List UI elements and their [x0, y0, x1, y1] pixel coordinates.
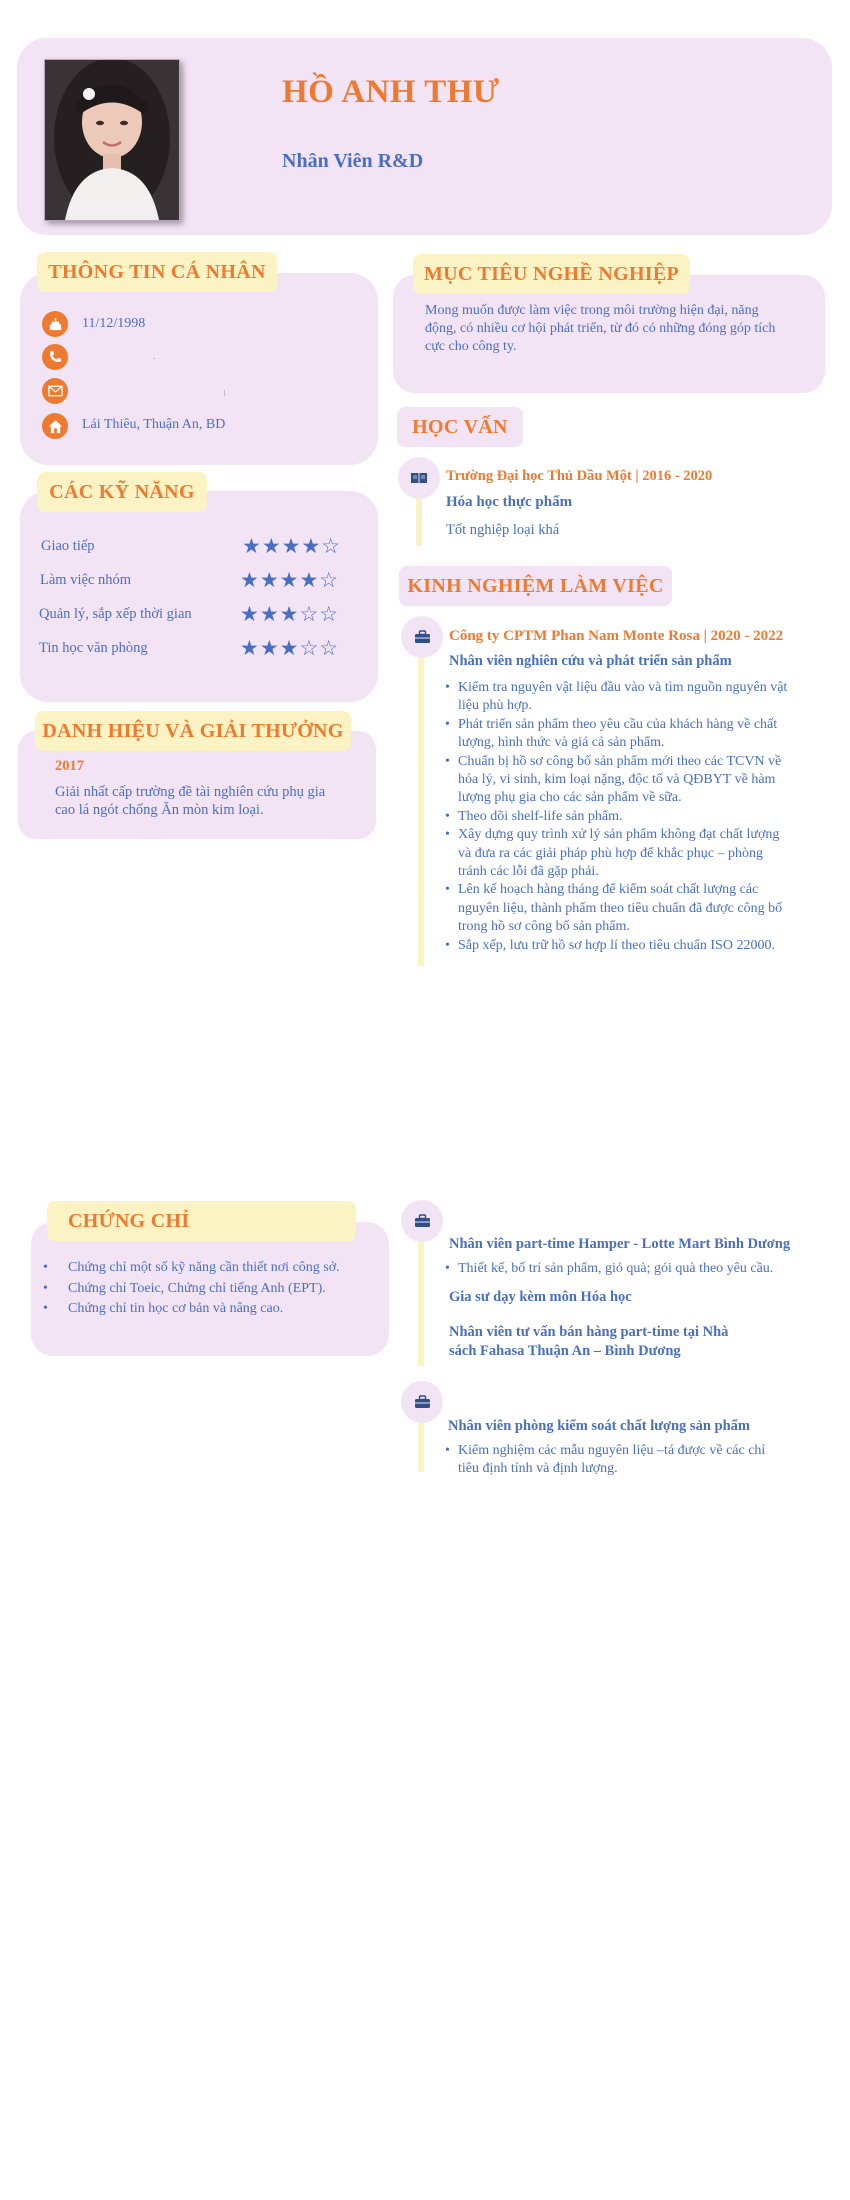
- home-icon: [48, 419, 63, 434]
- list-item: • Thiết kế, bố trí sản phẩm, giỏ quà; gói quà theo yêu cầu.: [445, 1260, 825, 1278]
- experience-timeline-marker: [401, 1381, 443, 1423]
- email-item-icon: [42, 378, 68, 404]
- mail-icon: [48, 385, 63, 397]
- job-duties-list: [445, 1260, 825, 1278]
- list-item: • Kiểm nghiệm các mẫu nguyên liệu –tá được về các chỉ tiêu định tính và định lượng.: [445, 1442, 825, 1479]
- education-grade: Tốt nghiệp loại khá: [446, 522, 560, 538]
- education-section-title: HỌC VẤN: [397, 407, 523, 447]
- briefcase-icon: [414, 1214, 431, 1228]
- certificates-list: [43, 1258, 383, 1320]
- award-description-line: Giải nhất cấp trường đề tài nghiên cứu phụ gia: [55, 784, 326, 800]
- job-title: Nhân viên part-time Hamper - Lotte Mart Bình Dương: [449, 1236, 791, 1252]
- skill-rating: ★★★★☆: [240, 568, 340, 592]
- experience-timeline-marker: [401, 616, 443, 658]
- contact-panel: [20, 273, 378, 465]
- experience-position: Nhân viên nghiên cứu và phát triển sản phẩm: [449, 653, 732, 669]
- birth-date: 11/12/1998: [82, 316, 146, 331]
- skill-rating: ★★★★☆: [242, 534, 342, 558]
- awards-section-title: DANH HIỆU VÀ GIẢI THƯỞNG: [35, 711, 351, 751]
- birthday-item-icon: [42, 311, 68, 337]
- education-timeline-marker: [398, 457, 440, 499]
- phone-item-icon: [42, 344, 68, 370]
- list-item: • Xây dựng quy trình xử lý sản phẩm không đạt chất lượng và đưa ra các giải pháp phù hợp để khắc phục – phòng tránh các lỗi đã gặp phải.: [445, 826, 825, 881]
- award-year: 2017: [55, 758, 84, 774]
- experience-timeline-marker: [401, 1200, 443, 1242]
- candidate-role: Nhân Viên R&D: [282, 150, 424, 172]
- skill-label: Làm việc nhóm: [40, 572, 132, 588]
- job-duties-list: [445, 1442, 825, 1479]
- email-divider-dot: [224, 390, 225, 396]
- list-item: • Phát triển sản phẩm theo yêu cầu của khách hàng về chất lượng, hình thức và giá cả sản phẩm.: [445, 716, 825, 753]
- phone-icon: [48, 350, 62, 364]
- list-item: • Chuẩn bị hồ sơ công bố sản phẩm mới theo các TCVN về hóa lý, vi sinh, kim loại nặng, độc tố và QĐBYT về hàm lượng phụ gia cho các sản phẩm về sữa.: [445, 753, 825, 808]
- briefcase-icon: [414, 630, 431, 644]
- objective-text-line: cực cho công ty.: [425, 339, 517, 354]
- experience-timeline-bar: [418, 1416, 424, 1472]
- profile-photo: [44, 59, 180, 221]
- skill-rating: ★★★☆☆: [240, 636, 340, 660]
- book-icon: [410, 471, 428, 485]
- list-item: • Sắp xếp, lưu trữ hồ sơ hợp lí theo tiêu chuẩn ISO 22000.: [445, 937, 825, 955]
- home-address: Lái Thiêu, Thuận An, BD: [82, 417, 226, 432]
- list-item: • Chứng chỉ Toeic, Chứng chỉ tiếng Anh (EPT).: [43, 1279, 383, 1300]
- list-item: • Chứng chỉ tin học cơ bản và nâng cao.: [43, 1299, 383, 1320]
- job-title-line: Nhân viên tư vấn bán hàng part-time tại Nhà: [449, 1324, 729, 1340]
- contact-section-title: THÔNG TIN CÁ NHÂN: [37, 252, 277, 292]
- skill-label: Quản lý, sắp xếp thời gian: [39, 606, 192, 622]
- experience-timeline-bar: [418, 1236, 424, 1366]
- skill-rating: ★★★☆☆: [240, 602, 340, 626]
- job-title: Nhân viên phòng kiểm soát chất lượng sản phẩm: [448, 1418, 750, 1434]
- objective-text-line: động, có nhiều cơ hội phát triển, từ đó có những đóng góp tích: [425, 321, 776, 336]
- list-item: • Lên kế hoạch hàng tháng để kiểm soát chất lượng các nguyên liệu, thành phẩm theo tiêu chuẩn đã được công bố trong hồ sơ công bố sản phẩm.: [445, 881, 825, 936]
- education-major: Hóa học thực phẩm: [446, 494, 573, 510]
- award-description-line: cao lá ngót chống Ăn mòn kim loại.: [55, 802, 264, 818]
- experience-duties-list: [445, 679, 825, 955]
- skills-section-title: CÁC KỸ NĂNG: [37, 472, 207, 512]
- skills-panel: [20, 491, 378, 702]
- list-item: • Theo dõi shelf-life sản phẩm.: [445, 808, 825, 826]
- certificates-section-title: CHỨNG CHỈ: [47, 1201, 356, 1241]
- skill-label: Giao tiếp: [41, 538, 95, 554]
- objective-text-line: Mong muốn được làm việc trong môi trường hiện đại, năng: [425, 303, 759, 318]
- job-title-line: sách Fahasa Thuận An – Bình Dương: [449, 1343, 681, 1359]
- job-title: Gia sư dạy kèm môn Hóa học: [449, 1289, 632, 1305]
- list-item: • Chứng chỉ một số kỹ năng cần thiết nơi công sở.: [43, 1258, 383, 1279]
- experience-company: Công ty CPTM Phan Nam Monte Rosa | 2020 - 2022: [449, 628, 784, 644]
- phone-divider-dot: [153, 358, 155, 359]
- objective-section-title: MỤC TIÊU NGHỀ NGHIỆP: [413, 254, 690, 294]
- experience-section-title: KINH NGHIỆM LÀM VIỆC: [399, 566, 672, 606]
- address-item-icon: [42, 413, 68, 439]
- list-item: • Kiểm tra nguyên vật liệu đầu vào và tìm nguồn nguyên vật liệu phù hợp.: [445, 679, 825, 716]
- skill-label: Tin học văn phòng: [39, 640, 148, 656]
- cake-icon: [48, 317, 63, 332]
- candidate-name: HỒ ANH THƯ: [282, 74, 500, 110]
- briefcase-icon: [414, 1395, 431, 1409]
- portrait-image: [45, 60, 179, 220]
- experience-timeline-bar: [418, 650, 424, 966]
- education-school: Trường Đại học Thủ Dầu Một | 2016 - 2020: [446, 468, 713, 484]
